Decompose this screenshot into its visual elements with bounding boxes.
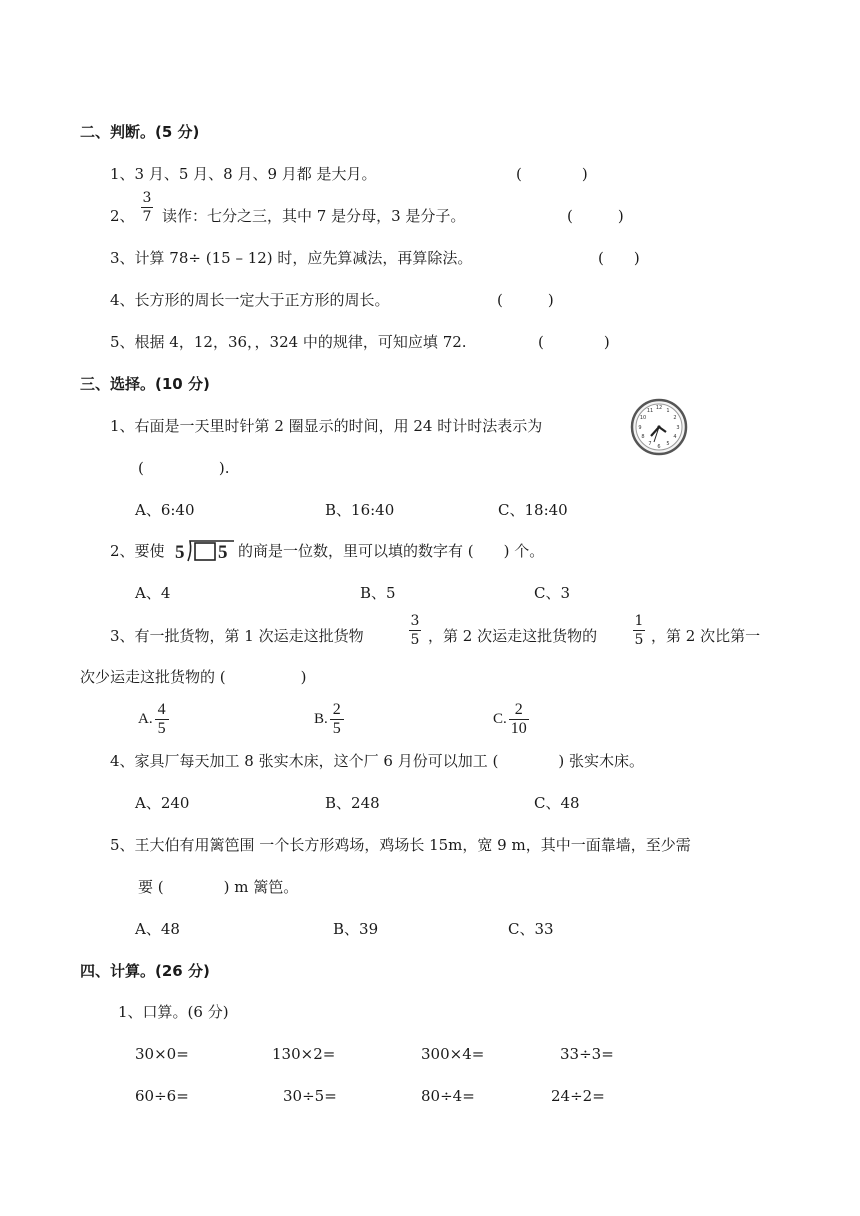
svg-text:2: 2 bbox=[673, 415, 677, 421]
calc-r2-c4[interactable]: 24÷2= bbox=[551, 1087, 605, 1105]
choice-q2-prefix: 2、要使 bbox=[110, 542, 165, 560]
fraction-numerator: 2 bbox=[332, 701, 341, 718]
option-label: C. bbox=[493, 711, 507, 727]
option-fraction bbox=[330, 702, 344, 737]
choice-q3-part3: ，第 2 次比第一 bbox=[651, 627, 761, 645]
choice-q4-text: 4、家具厂每天加工 8 张实木床，这个厂 6 月份可以加工 ( ) 张实木床。 bbox=[110, 752, 644, 770]
calc-r1-c3[interactable]: 300×4= bbox=[421, 1045, 485, 1063]
choice-q5-option-c[interactable]: C、33 bbox=[508, 920, 554, 938]
mental-math-heading: 1、口算。(6 分) bbox=[118, 1003, 229, 1021]
fraction-numerator: 3 bbox=[142, 190, 152, 206]
option-label: B. bbox=[314, 711, 328, 727]
choice-q3-option-c[interactable] bbox=[493, 702, 529, 737]
svg-text:10: 10 bbox=[639, 415, 647, 421]
choice-q5-line1: 5、王大伯有用篱笆围 一个长方形鸡场，鸡场长 15m，宽 9 m，其中一面靠墙，至少需 bbox=[110, 836, 691, 854]
calc-r2-c3[interactable]: 80÷4= bbox=[421, 1087, 475, 1105]
section-2-heading: 二、判断。(5 分) bbox=[80, 123, 200, 141]
fraction-numerator: 4 bbox=[157, 701, 166, 718]
svg-text:12: 12 bbox=[655, 405, 663, 411]
calc-r1-c1[interactable]: 30×0= bbox=[135, 1045, 189, 1063]
judge-item-3: 3、计算 78÷ (15 – 12) 时，应先算减法，再算除法。 bbox=[110, 249, 473, 267]
choice-q2-option-a[interactable]: A、4 bbox=[135, 584, 171, 602]
option-fraction bbox=[509, 702, 529, 737]
answer-paren-3[interactable]: ( ) bbox=[598, 249, 640, 267]
choice-q1-line1: 1、右面是一天里时针第 2 圈显示的时间，用 24 时计时法表示为 bbox=[110, 417, 543, 435]
choice-q1-option-c[interactable]: C、18:40 bbox=[498, 501, 568, 519]
fraction-three-fifths bbox=[409, 613, 421, 648]
svg-text:3: 3 bbox=[676, 425, 680, 431]
choice-q1-option-a[interactable]: A、6:40 bbox=[135, 501, 195, 519]
svg-text:9: 9 bbox=[638, 425, 642, 431]
calc-r2-c1[interactable]: 60÷6= bbox=[135, 1087, 189, 1105]
svg-text:5: 5 bbox=[666, 441, 670, 447]
fraction-numerator: 1 bbox=[634, 613, 644, 629]
fraction-denominator: 5 bbox=[157, 720, 166, 737]
svg-text:7: 7 bbox=[648, 441, 652, 447]
svg-text:8: 8 bbox=[641, 434, 645, 440]
choice-q3-line2[interactable]: 次少运走这批货物的 ( ) bbox=[80, 668, 307, 686]
division-dividend-tail: 5 bbox=[218, 542, 228, 563]
judge-item-4: 4、长方形的周长一定大于正方形的周长。 bbox=[110, 291, 390, 309]
choice-q3-option-b[interactable] bbox=[314, 702, 344, 737]
answer-paren-1[interactable]: ( ) bbox=[516, 165, 588, 183]
judge-item-2-number: 2、 bbox=[110, 207, 135, 225]
fraction-bar bbox=[141, 207, 153, 208]
svg-text:11: 11 bbox=[646, 408, 654, 414]
division-divisor: 5 bbox=[175, 542, 185, 563]
fraction-three-sevenths bbox=[141, 190, 153, 225]
choice-q4-option-a[interactable]: A、240 bbox=[135, 794, 190, 812]
answer-paren-2[interactable]: ( ) bbox=[567, 207, 624, 225]
fraction-denominator: 10 bbox=[510, 720, 527, 737]
option-label: A. bbox=[138, 711, 153, 727]
fraction-denominator: 7 bbox=[142, 209, 152, 225]
section-3-heading: 三、选择。(10 分) bbox=[80, 375, 210, 393]
choice-q5-line2[interactable]: 要 ( ) m 篱笆。 bbox=[138, 878, 299, 896]
choice-q3-part2: ，第 2 次运走这批货物的 bbox=[428, 627, 598, 645]
fraction-one-fifth bbox=[633, 613, 645, 648]
choice-q4-option-c[interactable]: C、48 bbox=[534, 794, 580, 812]
svg-text:1: 1 bbox=[666, 408, 670, 414]
calc-r2-c2[interactable]: 30÷5= bbox=[283, 1087, 337, 1105]
fraction-numerator: 3 bbox=[410, 613, 420, 629]
choice-q2-suffix: 的商是一位数，里可以填的数字有 ( ) 个。 bbox=[238, 542, 545, 560]
choice-q1-option-b[interactable]: B、16:40 bbox=[325, 501, 395, 519]
choice-q3-option-a[interactable] bbox=[138, 702, 169, 737]
fraction-bar bbox=[409, 630, 421, 631]
option-fraction bbox=[155, 702, 169, 737]
judge-item-1: 1、3 月、5 月、8 月、9 月都 是大月。 bbox=[110, 165, 377, 183]
svg-text:4: 4 bbox=[673, 434, 677, 440]
choice-q5-option-b[interactable]: B、39 bbox=[333, 920, 379, 938]
fraction-numerator: 2 bbox=[514, 701, 523, 718]
clock-icon bbox=[630, 398, 688, 456]
long-division-icon bbox=[174, 539, 236, 563]
calc-r1-c2[interactable]: 130×2= bbox=[272, 1045, 336, 1063]
fraction-denominator: 5 bbox=[634, 632, 644, 648]
svg-text:6: 6 bbox=[657, 444, 661, 450]
fraction-bar bbox=[633, 630, 645, 631]
choice-q3-part1: 3、有一批货物，第 1 次运走这批货物 bbox=[110, 627, 364, 645]
calc-r1-c4[interactable]: 33÷3= bbox=[560, 1045, 614, 1063]
judge-item-5: 5、根据 4，12，36，，324 中的规律，可知应填 72. bbox=[110, 333, 467, 351]
answer-paren-4[interactable]: ( ) bbox=[497, 291, 554, 309]
choice-q2-option-b[interactable]: B、5 bbox=[360, 584, 396, 602]
answer-paren-5[interactable]: ( ) bbox=[538, 333, 610, 351]
section-4-heading: 四、计算。(26 分) bbox=[80, 962, 210, 980]
choice-q1-line2[interactable]: ( ). bbox=[138, 459, 230, 477]
fraction-denominator: 5 bbox=[332, 720, 341, 737]
choice-q5-option-a[interactable]: A、48 bbox=[135, 920, 180, 938]
choice-q2-option-c[interactable]: C、3 bbox=[534, 584, 571, 602]
judge-item-2-text: 读作：七分之三，其中 7 是分母，3 是分子。 bbox=[162, 207, 466, 225]
choice-q4-option-b[interactable]: B、248 bbox=[325, 794, 380, 812]
fraction-denominator: 5 bbox=[410, 632, 420, 648]
